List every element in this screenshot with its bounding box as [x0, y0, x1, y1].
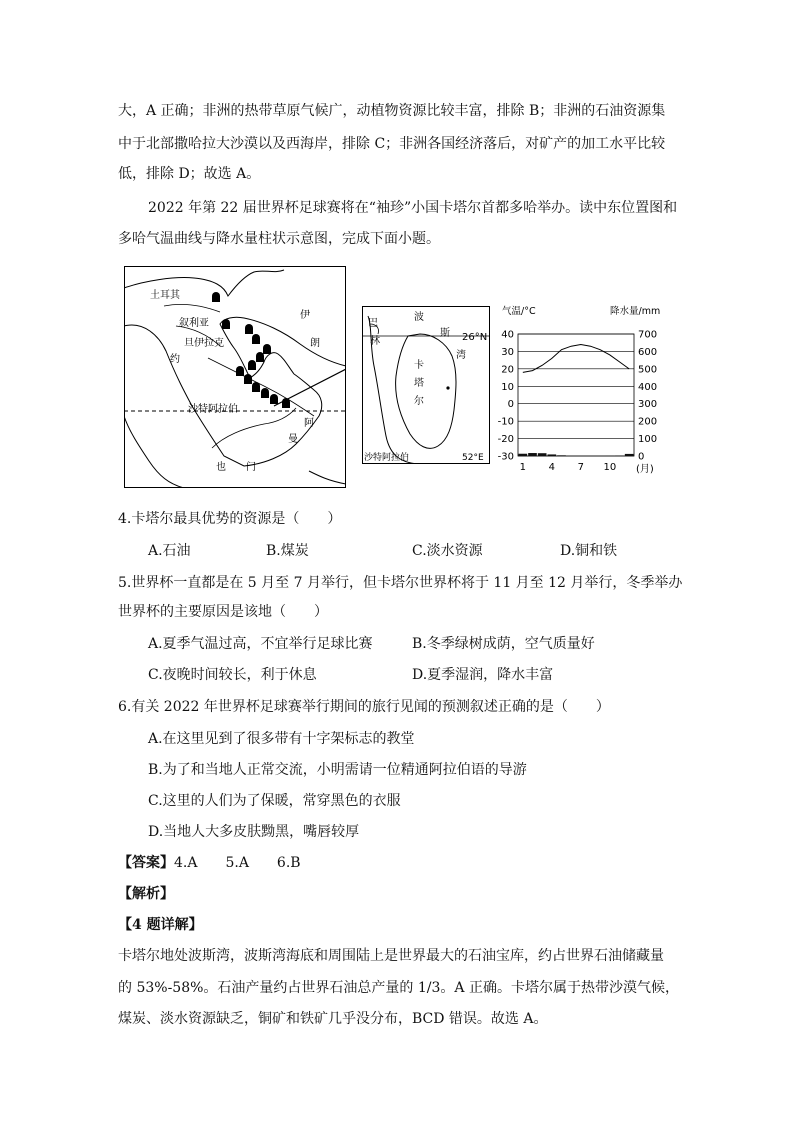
- chart-temp-tick: 20: [501, 364, 514, 376]
- doha-climate-chart: [494, 300, 684, 480]
- q4-stem: 4.卡塔尔最具优势的资源是（ ）: [118, 511, 342, 527]
- chart-x-unit: (月): [636, 464, 654, 475]
- answer-value: 4.A 5.A 6.B: [174, 855, 301, 871]
- chart-precip-bar: [519, 454, 528, 456]
- q5-option-a: A.夏季气温过高，不宜举行足球比赛: [148, 636, 373, 652]
- chart-month-tick: 1: [519, 462, 527, 473]
- intro-line-2: 中于北部撒哈拉大沙漠以及西海岸，排除 C；非洲各国经济落后，对矿产的加工水平比较: [118, 136, 666, 152]
- chart-precip-bar: [548, 454, 557, 456]
- inset-label-qatar-1: 卡: [414, 360, 424, 371]
- inset-label-gulf-2: 斯: [440, 328, 450, 339]
- map-label-yemen-2: 门: [246, 462, 256, 473]
- q4-option-a: A.石油: [148, 543, 191, 559]
- q6-option-a: A.在这里见到了很多带有十字架标志的教堂: [148, 731, 415, 747]
- answer-label: 【答案】: [118, 855, 174, 871]
- explanation-line-1: 卡塔尔地处波斯湾，波斯湾海底和周围陆上是世界最大的石油宝库，约占世界石油储藏量: [118, 948, 664, 964]
- chart-precip-tick: 100: [638, 434, 658, 446]
- q5-stem-line-2: 世界杯的主要原因是该地（ ）: [118, 604, 328, 620]
- chart-temp-tick: 10: [501, 381, 514, 393]
- map-label-yemen-1: 也: [216, 462, 226, 473]
- chart-precip-bar: [625, 454, 634, 456]
- inset-label-gulf-3: 湾: [456, 350, 466, 361]
- map-label-oman-2: 曼: [288, 434, 298, 445]
- chart-month-tick: 4: [548, 462, 556, 473]
- chart-precip-tick: 500: [638, 364, 658, 376]
- chart-temp-tick: -30: [497, 451, 514, 463]
- map-label-iraq: 伊拉克: [194, 338, 224, 349]
- inset-label-bahrain-1: 巴: [368, 318, 378, 329]
- stem-line-1: 2022 年第 22 届世界杯足球赛将在“袖珍”小国卡塔尔首都多哈举办。读中东位置图和: [148, 200, 678, 216]
- chart-precip-tick: 700: [638, 329, 658, 341]
- stem-line-2: 多哈气温曲线与降水量柱状示意图，完成下面小题。: [118, 231, 440, 247]
- chart-precip-bar: [538, 453, 547, 456]
- chart-precip-bar: [528, 453, 537, 456]
- map-label-saudi: 沙特阿拉伯: [188, 404, 238, 415]
- q4-detail-label: 【4 题详解】: [118, 917, 203, 933]
- inset-label-qatar-3: 尔: [414, 396, 424, 407]
- explanation-line-2: 的 53%-58%。石油产量约占世界石油总产量的 1/3。A 正确。卡塔尔属于热带沙漠气候，: [118, 980, 679, 996]
- chart-month-tick: 10: [603, 462, 617, 473]
- inset-label-qatar-2: 塔: [414, 378, 424, 389]
- map-label-jordan-1: 旦: [184, 338, 194, 349]
- chart-precip-bar: [615, 455, 624, 456]
- chart-temp-tick: -20: [497, 434, 514, 446]
- chart-precip-tick: 300: [638, 399, 658, 411]
- explanation-line-3: 煤炭、淡水资源缺乏，铜矿和铁矿几乎没分布，BCD 错误。故选 A。: [118, 1011, 548, 1027]
- q6-stem: 6.有关 2022 年世界杯足球赛举行期间的旅行见闻的预测叙述正确的是（ ）: [118, 699, 610, 715]
- chart-precip-tick: 200: [638, 416, 658, 428]
- map-label-oman-1: 阿: [304, 418, 314, 429]
- intro-line-3: 低，排除 D；故选 A。: [118, 166, 261, 182]
- chart-precip-bar: [557, 455, 566, 456]
- map-label-syria: 叙利亚: [179, 318, 209, 329]
- q5-option-c: C.夜晚时间较长，利于休息: [148, 667, 317, 683]
- qatar-inset-map: [362, 306, 490, 464]
- q5-stem-line-1: 5.世界杯一直都是在 5 月至 7 月举行，但卡塔尔世界杯将于 11 月至 12 月举行，冬季举办: [118, 575, 683, 591]
- chart-temperature-line: [523, 344, 629, 372]
- inset-label-longitude: 52°E: [462, 453, 484, 463]
- inset-label-gulf-1: 波: [414, 312, 424, 323]
- map-label-iran-1: 伊: [300, 310, 310, 321]
- middle-east-map: [124, 266, 346, 488]
- q6-option-c: C.这里的人们为了保暖，常穿黑色的衣服: [148, 793, 401, 809]
- inset-label-latitude: 26°N: [462, 332, 488, 343]
- answer-row: [118, 853, 301, 873]
- q6-option-b: B.为了和当地人正常交流，小明需请一位精通阿拉伯语的导游: [148, 762, 527, 778]
- chart-right-axis-label: 降水量/mm: [610, 306, 661, 317]
- chart-temp-tick: 0: [507, 399, 514, 411]
- chart-temp-tick: 30: [501, 346, 514, 358]
- q5-option-d: D.夏季湿润，降水丰富: [412, 667, 554, 683]
- q5-option-b: B.冬季绿树成荫，空气质量好: [412, 636, 595, 652]
- chart-month-tick: 7: [577, 462, 585, 473]
- q6-option-d: D.当地人大多皮肤黝黑，嘴唇较厚: [148, 824, 360, 840]
- map-label-jordan-2: 约: [170, 354, 180, 365]
- q4-option-d: D.铜和铁: [560, 543, 618, 559]
- inset-label-saudi: 沙特阿拉伯: [364, 453, 410, 463]
- intro-line-1: 大，A 正确；非洲的热带草原气候广，动植物资源比较丰富，排除 B；非洲的石油资源集: [118, 103, 666, 119]
- chart-precip-tick: 600: [638, 346, 658, 358]
- map-label-turkey: 土耳其: [150, 290, 180, 301]
- q4-option-c: C.淡水资源: [412, 543, 483, 559]
- chart-left-axis-label: 气温/°C: [502, 306, 536, 317]
- inset-label-bahrain-2: 林: [370, 336, 380, 347]
- chart-precip-tick: 400: [638, 381, 658, 393]
- map-label-iran-2: 朗: [310, 338, 320, 349]
- analysis-label: 【解析】: [118, 886, 174, 902]
- q4-option-b: B.煤炭: [266, 543, 309, 559]
- chart-precip-tick: 0: [638, 451, 645, 463]
- chart-temp-tick: 40: [501, 329, 514, 341]
- chart-temp-tick: -10: [497, 416, 514, 428]
